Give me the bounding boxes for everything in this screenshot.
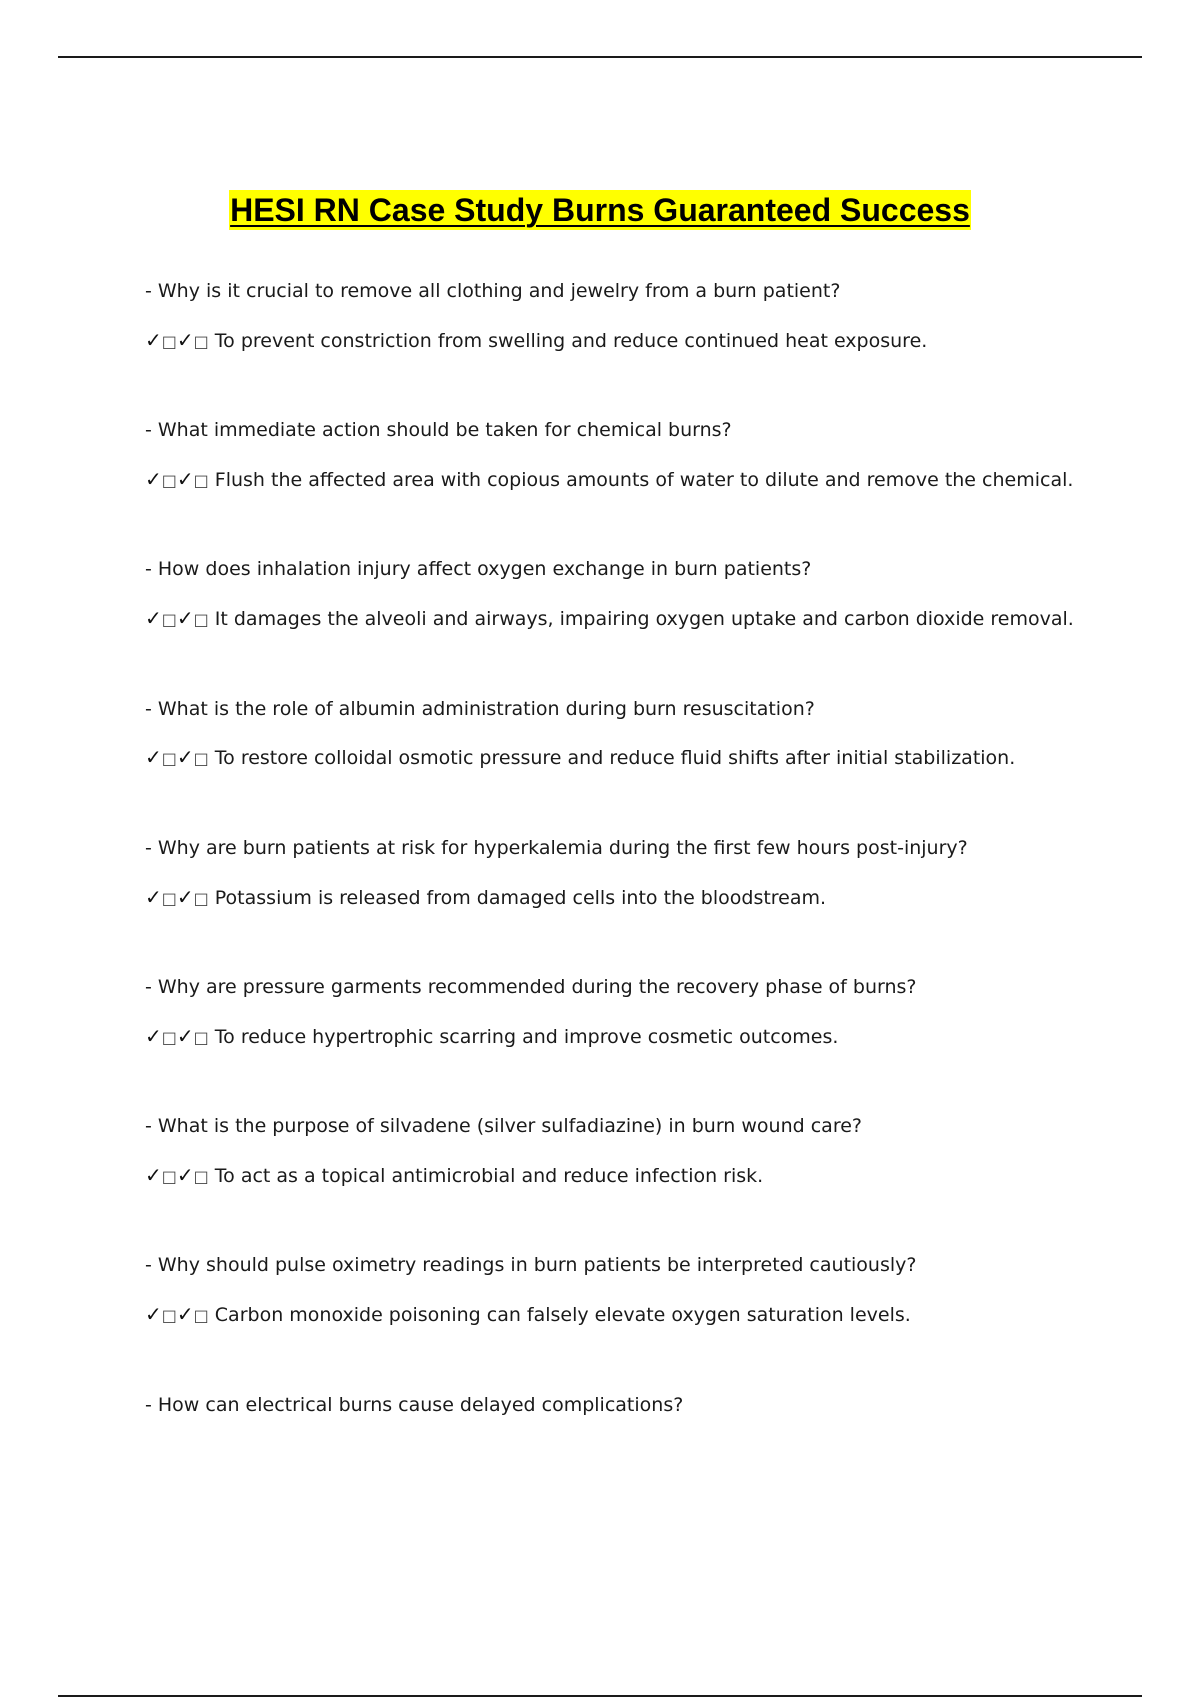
box-icon: □ — [193, 610, 209, 629]
answer-text: Potassium is released from damaged cells into the bloodstream. — [214, 887, 827, 909]
box-icon: □ — [161, 1028, 177, 1047]
check-icon: ✓ — [145, 1163, 162, 1187]
check-icon: ✓ — [145, 1024, 162, 1048]
question-text: - Why are pressure garments recommended during the recovery phase of burns? — [145, 976, 917, 998]
question-text: - How does inhalation injury affect oxygen exchange in burn patients? — [145, 558, 812, 580]
answer-text: To restore colloidal osmotic pressure and reduce fluid shifts after initial stabilization. — [214, 747, 1016, 769]
answer-marker — [145, 1024, 209, 1050]
check-icon: ✓ — [145, 745, 162, 769]
answer-row — [145, 745, 1015, 771]
answer-marker — [145, 328, 209, 354]
check-icon: ✓ — [176, 1302, 194, 1326]
check-icon: ✓ — [176, 1163, 194, 1187]
question-text: - What immediate action should be taken for chemical burns? — [145, 419, 732, 441]
question-text: - What is the role of albumin administration during burn resuscitation? — [145, 698, 815, 720]
check-icon: ✓ — [145, 328, 162, 352]
document-title: HESI RN Case Study Burns Guaranteed Success — [230, 192, 970, 228]
answer-text: To prevent constriction from swelling and reduce continued heat exposure. — [214, 330, 928, 352]
answer-row — [145, 885, 826, 911]
box-icon: □ — [161, 471, 177, 490]
answer-row — [145, 606, 1074, 632]
check-icon: ✓ — [145, 885, 162, 909]
answer-text: It damages the alveoli and airways, impairing oxygen uptake and carbon dioxide removal. — [214, 608, 1074, 630]
question-text: - What is the purpose of silvadene (silver sulfadiazine) in burn wound care? — [145, 1115, 862, 1137]
check-icon: ✓ — [176, 606, 194, 630]
answer-text: To reduce hypertrophic scarring and improve cosmetic outcomes. — [214, 1026, 839, 1048]
box-icon: □ — [193, 889, 209, 908]
answer-row — [145, 1024, 838, 1050]
box-icon: □ — [193, 1306, 209, 1325]
answer-text: Carbon monoxide poisoning can falsely elevate oxygen saturation levels. — [214, 1304, 911, 1326]
box-icon: □ — [193, 1167, 209, 1186]
box-icon: □ — [193, 1028, 209, 1047]
answer-marker — [145, 745, 209, 771]
bottom-divider — [58, 1695, 1142, 1697]
answer-row — [145, 328, 927, 354]
question-text: - How can electrical burns cause delayed complications? — [145, 1394, 684, 1416]
box-icon: □ — [161, 610, 177, 629]
check-icon: ✓ — [145, 467, 162, 491]
answer-marker — [145, 1302, 209, 1328]
check-icon: ✓ — [145, 606, 162, 630]
check-icon: ✓ — [176, 745, 194, 769]
box-icon: □ — [161, 1167, 177, 1186]
answer-row — [145, 1302, 911, 1328]
box-icon: □ — [193, 471, 209, 490]
check-icon: ✓ — [176, 885, 194, 909]
box-icon: □ — [161, 1306, 177, 1325]
box-icon: □ — [193, 332, 209, 351]
box-icon: □ — [161, 332, 177, 351]
check-icon: ✓ — [176, 1024, 194, 1048]
answer-row — [145, 467, 1073, 493]
box-icon: □ — [193, 749, 209, 768]
box-icon: □ — [161, 749, 177, 768]
check-icon: ✓ — [176, 328, 194, 352]
box-icon: □ — [161, 889, 177, 908]
answer-text: To act as a topical antimicrobial and reduce infection risk. — [214, 1165, 764, 1187]
question-text: - Why is it crucial to remove all clothing and jewelry from a burn patient? — [145, 280, 841, 302]
answer-marker — [145, 467, 209, 493]
answer-row — [145, 1163, 763, 1189]
check-icon: ✓ — [145, 1302, 162, 1326]
answer-marker — [145, 885, 209, 911]
question-text: - Why should pulse oximetry readings in burn patients be interpreted cautiously? — [145, 1254, 917, 1276]
answer-marker — [145, 1163, 209, 1189]
question-text: - Why are burn patients at risk for hyperkalemia during the first few hours post-injury? — [145, 837, 968, 859]
answer-text: Flush the affected area with copious amounts of water to dilute and remove the chemical. — [214, 469, 1074, 491]
answer-marker — [145, 606, 209, 632]
check-icon: ✓ — [176, 467, 194, 491]
